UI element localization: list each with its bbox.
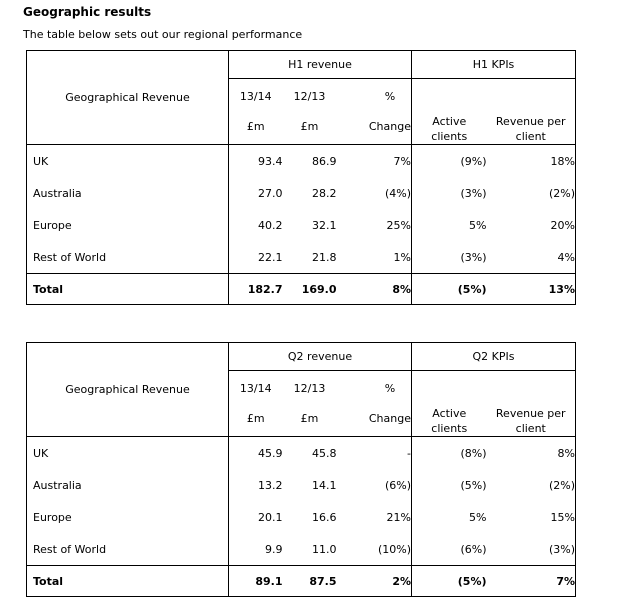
change-value-cell: (10%): [377, 542, 411, 556]
current-value-cell: 93.4: [229, 145, 283, 178]
h1-col-pct-change: [337, 79, 412, 145]
region-cell: Australia: [33, 186, 82, 200]
revenue-per-client-cell: (3%): [548, 542, 575, 556]
h1-prior-unit-label: £m: [300, 119, 319, 133]
h1-row-australia: [27, 177, 576, 209]
h1-kpi-group-header: H1 KPIs: [412, 51, 576, 79]
q2-current-year-label: 13/14: [239, 381, 272, 395]
revenue-per-client-cell: 20%: [550, 218, 575, 232]
h1-current-year-label: 13/14: [239, 89, 272, 103]
revenue-per-client-cell: (2%): [548, 478, 575, 492]
current-value-cell: 13.2: [229, 469, 283, 501]
q2-region-column-header: Geographical Revenue: [27, 343, 229, 437]
h1-current-unit-label: £m: [246, 119, 265, 133]
q2-pct-label: %: [384, 381, 396, 395]
change-value-cell: (4%): [384, 186, 411, 200]
q2-row-europe: [27, 501, 576, 533]
q2-prior-unit-label: £m: [300, 411, 319, 425]
q2-total-row: [27, 566, 576, 597]
current-value-cell: 40.2: [229, 209, 283, 241]
h1-pct-label: %: [384, 89, 396, 103]
region-cell: Australia: [33, 478, 82, 492]
total-prior-cell: 169.0: [283, 274, 337, 305]
q2-row-australia: [27, 469, 576, 501]
revenue-per-client-cell: 4%: [557, 250, 575, 264]
current-value-cell: 9.9: [229, 533, 283, 566]
q2-revenue-group-header: Q2 revenue: [229, 343, 412, 371]
prior-value-cell: 32.1: [312, 218, 337, 232]
prior-value-cell: 11.0: [312, 542, 337, 556]
page-title: Geographic results: [23, 5, 152, 19]
current-value-cell: 20.1: [229, 501, 283, 533]
q2-current-unit-label: £m: [246, 411, 265, 425]
region-cell: UK: [33, 154, 49, 168]
revenue-per-client-cell: 15%: [550, 510, 575, 524]
h1-row-rest-of-world: [27, 241, 576, 274]
total-active-clients-cell: (5%): [412, 274, 487, 305]
revenue-per-client-cell: 8%: [557, 446, 575, 460]
active-clients-cell: 5%: [412, 209, 487, 241]
h1-col-prior-year: [283, 79, 337, 145]
change-value-cell: 25%: [386, 218, 411, 232]
q2-kpi-group-header: Q2 KPIs: [412, 343, 576, 371]
q2-col-active-clients: Active clients: [412, 371, 487, 437]
active-clients-cell: (9%): [412, 145, 487, 178]
revenue-per-client-cell: (2%): [548, 186, 575, 200]
q2-group-header-row: [27, 343, 576, 371]
h1-col-current-year: [229, 79, 283, 145]
active-clients-cell: (8%): [412, 437, 487, 470]
total-label-cell: Total: [27, 566, 229, 597]
h1-region-column-header: Geographical Revenue: [27, 51, 229, 145]
active-clients-cell: (5%): [412, 469, 487, 501]
h1-prior-year-label: 12/13: [293, 89, 326, 103]
total-current-cell: 182.7: [229, 274, 283, 305]
h1-col-revenue-per-client: Revenue per client: [487, 79, 576, 145]
total-label-cell: Total: [27, 274, 229, 305]
region-cell: Europe: [33, 510, 72, 524]
prior-value-cell: 86.9: [312, 154, 337, 168]
q2-col-revenue-per-client: Revenue per client: [487, 371, 576, 437]
prior-value-cell: 16.6: [312, 510, 337, 524]
prior-value-cell: 21.8: [312, 250, 337, 264]
total-prior-cell: 87.5: [283, 566, 337, 597]
q2-results-table: [26, 342, 576, 597]
h1-row-uk: [27, 145, 576, 178]
change-value-cell: 7%: [393, 154, 411, 168]
active-clients-cell: (6%): [412, 533, 487, 566]
region-cell: Rest of World: [33, 542, 107, 556]
change-value-cell: -: [407, 446, 411, 460]
total-change-cell: 2%: [337, 566, 412, 597]
current-value-cell: 22.1: [229, 241, 283, 274]
active-clients-cell: (3%): [412, 177, 487, 209]
total-revenue-per-client-cell: 13%: [487, 274, 576, 305]
h1-results-table: [26, 50, 576, 305]
current-value-cell: 45.9: [229, 437, 283, 470]
page-subtitle: The table below sets out our regional performance: [23, 28, 303, 41]
q2-col-prior-year: [283, 371, 337, 437]
q2-row-uk: [27, 437, 576, 470]
h1-revenue-group-header: H1 revenue: [229, 51, 412, 79]
change-value-cell: (6%): [384, 478, 411, 492]
revenue-per-client-cell: 18%: [550, 154, 575, 168]
active-clients-cell: (3%): [412, 241, 487, 274]
q2-col-pct-change: [337, 371, 412, 437]
prior-value-cell: 45.8: [312, 446, 337, 460]
total-change-cell: 8%: [337, 274, 412, 305]
change-value-cell: 1%: [393, 250, 411, 264]
total-active-clients-cell: (5%): [412, 566, 487, 597]
total-current-cell: 89.1: [229, 566, 283, 597]
q2-change-label: Change: [368, 411, 411, 425]
region-cell: Rest of World: [33, 250, 107, 264]
region-cell: Europe: [33, 218, 72, 232]
change-value-cell: 21%: [386, 510, 411, 524]
h1-row-europe: [27, 209, 576, 241]
current-value-cell: 27.0: [229, 177, 283, 209]
region-cell: UK: [33, 446, 49, 460]
total-revenue-per-client-cell: 7%: [487, 566, 576, 597]
h1-total-row: [27, 274, 576, 305]
q2-row-rest-of-world: [27, 533, 576, 566]
prior-value-cell: 14.1: [312, 478, 337, 492]
q2-col-current-year: [229, 371, 283, 437]
h1-group-header-row: [27, 51, 576, 79]
q2-prior-year-label: 12/13: [293, 381, 326, 395]
h1-col-active-clients: Active clients: [412, 79, 487, 145]
prior-value-cell: 28.2: [312, 186, 337, 200]
h1-change-label: Change: [368, 119, 411, 133]
active-clients-cell: 5%: [412, 501, 487, 533]
